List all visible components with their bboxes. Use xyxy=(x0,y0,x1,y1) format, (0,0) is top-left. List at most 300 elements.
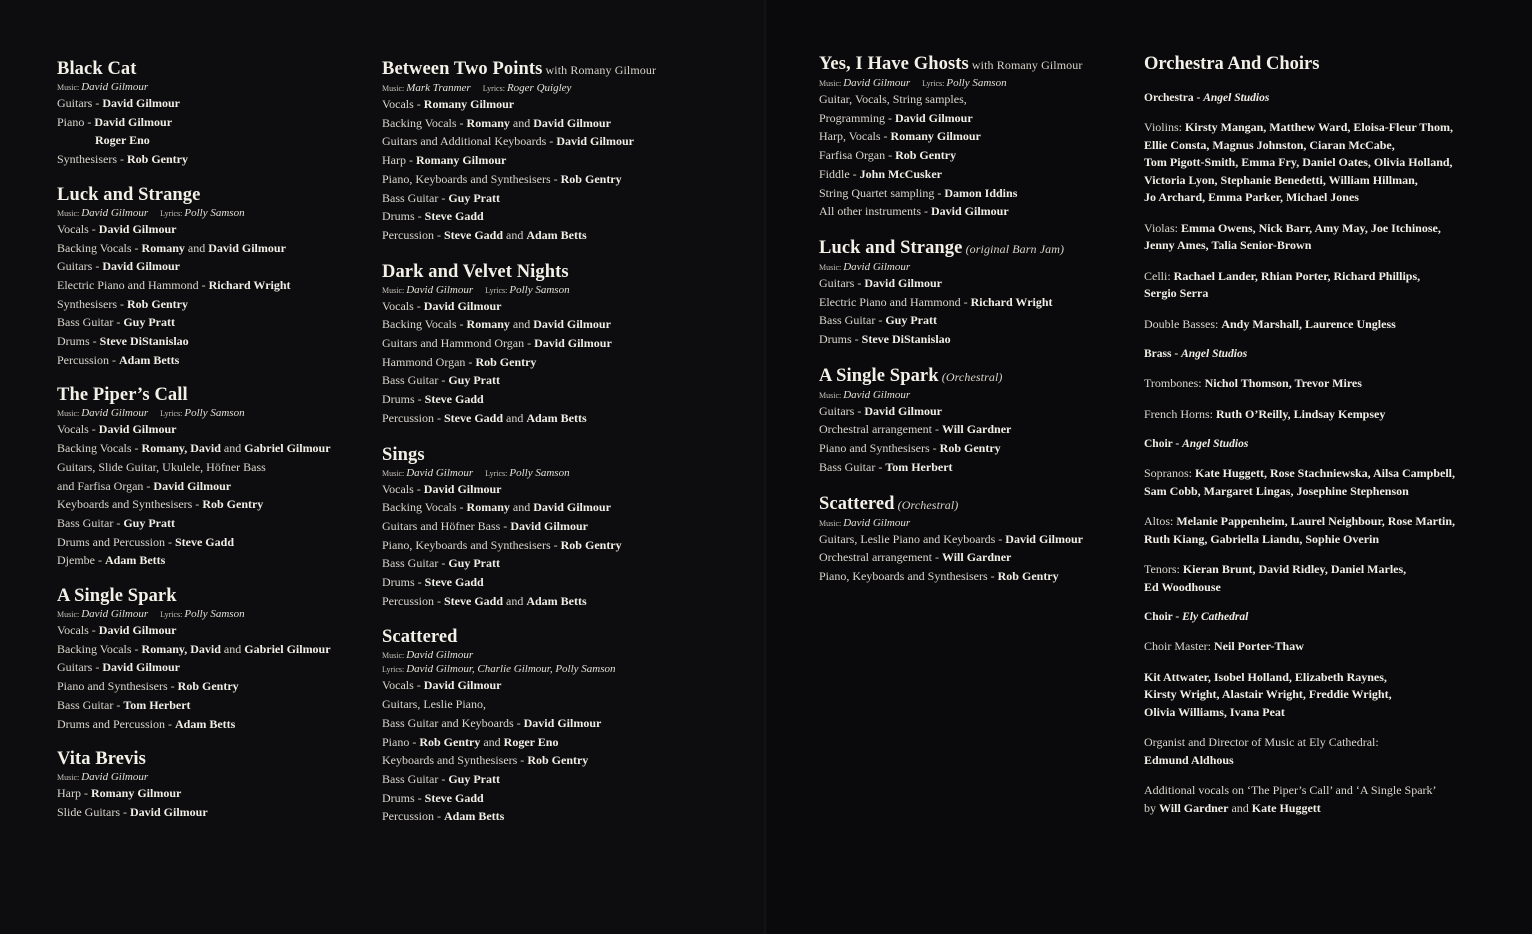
personnel-line xyxy=(1144,752,1455,770)
performer-line xyxy=(819,548,1083,567)
performer-role: Vocals - xyxy=(57,623,99,638)
performer-line xyxy=(819,567,1083,586)
track-title xyxy=(57,748,331,770)
performer-role: Harp, Vocals - xyxy=(819,129,891,144)
performer-role: Programming - xyxy=(819,110,895,125)
performer-name: Steve Gadd xyxy=(174,534,234,549)
track-title-text: Between Two Points xyxy=(382,59,543,79)
performer-line xyxy=(382,353,656,372)
performer-line xyxy=(382,592,656,611)
performer-name: Adam Betts xyxy=(526,410,587,425)
performer-role: Percussion - xyxy=(382,410,444,425)
performer-name: Steve Gadd xyxy=(424,392,484,407)
personnel-names: Jo Archard, Emma Parker, Michael Jones xyxy=(1144,190,1359,204)
credit-value: Polly Samson xyxy=(184,608,245,621)
personnel-role: French Horns: xyxy=(1144,406,1216,421)
performer-role: Slide Guitars - xyxy=(57,804,130,819)
performer-line xyxy=(57,220,331,239)
credit-label: Music: xyxy=(819,390,844,400)
performer-name: Rob Gentry xyxy=(127,296,188,311)
ensemble-name: Brass xyxy=(1144,348,1172,360)
section-spacer xyxy=(1144,423,1455,436)
performer-line xyxy=(57,113,331,132)
performer-name: David Gilmour xyxy=(864,403,942,418)
personnel-line xyxy=(1144,513,1455,531)
performer-name: Rob Gentry xyxy=(939,441,1001,456)
performer-role: Drums - xyxy=(382,575,425,590)
performer-name: David Gilmour xyxy=(533,500,611,515)
performer-name: David Gilmour xyxy=(556,134,634,149)
performer-name: David Gilmour xyxy=(523,715,602,730)
performer-role: Vocals - xyxy=(382,298,424,313)
track-title xyxy=(382,626,656,648)
performer-role: Guitar, Vocals, String samples, xyxy=(819,92,967,106)
credit-label: Lyrics: xyxy=(160,208,185,218)
performer-name: Adam Betts xyxy=(119,352,180,367)
performer-line xyxy=(382,315,656,334)
track-title xyxy=(57,58,331,80)
performer-line xyxy=(382,536,656,555)
ensemble-separator: - xyxy=(1171,348,1182,360)
performer-name: Rob Gentry xyxy=(127,152,188,167)
performer-line xyxy=(382,371,656,390)
credit-label: Music: xyxy=(382,285,407,295)
songwriting-credits xyxy=(819,388,1083,402)
performer-name: Adam Betts xyxy=(526,227,587,242)
track-block xyxy=(819,237,1083,349)
credit-label: Music: xyxy=(57,773,82,783)
personnel-line xyxy=(1144,734,1455,752)
track-title-suffix: (Orchestral) xyxy=(938,369,1003,384)
performer-line xyxy=(819,530,1083,549)
performer-name: David Gilmour xyxy=(895,110,973,125)
track-block xyxy=(382,626,656,826)
personnel-line xyxy=(1144,406,1455,424)
section-spacer xyxy=(1144,656,1455,669)
section-spacer xyxy=(1144,548,1455,561)
personnel-role: Double Basses: xyxy=(1144,316,1222,331)
performer-name: David Gilmour xyxy=(1005,531,1083,546)
track-block xyxy=(382,444,656,611)
performer-name: Rob Gentry xyxy=(475,354,537,369)
personnel-line xyxy=(1144,268,1455,286)
ensemble-heading xyxy=(1144,609,1455,625)
ensemble-location: Angel Studios xyxy=(1181,348,1248,360)
performer-role: Bass Guitar - xyxy=(382,771,449,786)
performer-name: Steve Gadd xyxy=(424,790,484,805)
section-spacer xyxy=(1144,452,1455,465)
performer-role: and Farfisa Organ - xyxy=(57,478,154,493)
ensemble-heading xyxy=(1144,346,1455,362)
personnel-line xyxy=(1144,189,1455,207)
personnel-names: Kirsty Mangan, Matthew Ward, Eloisa-Fleur Thom, xyxy=(1184,120,1453,134)
personnel-role: Altos: xyxy=(1144,514,1177,528)
personnel-names: Ed Woodhouse xyxy=(1144,579,1221,594)
track-title xyxy=(819,53,1083,76)
performer-line xyxy=(57,150,331,169)
ensemble-name: Orchestra xyxy=(1144,92,1194,104)
performer-name: Rob Gentry xyxy=(202,497,264,512)
performer-line xyxy=(382,676,656,695)
performer-line xyxy=(382,480,656,499)
credit-value: Polly Samson xyxy=(509,466,570,479)
performer-name: Adam Betts xyxy=(526,593,587,608)
personnel-names: Andy Marshall, Laurence Ungless xyxy=(1221,316,1396,331)
performer-line xyxy=(57,332,331,351)
performer-name: Guy Pratt xyxy=(448,771,500,786)
personnel-names: Kate Huggett, Rose Stachniewska, Ailsa Campbell, xyxy=(1195,466,1456,480)
performer-role: Vocals - xyxy=(57,221,99,236)
performer-line xyxy=(382,95,656,114)
performer-role: String Quartet sampling - xyxy=(819,185,945,200)
performer-connector: and xyxy=(503,593,527,608)
credit-value: Mark Tranmer xyxy=(406,82,471,94)
personnel-line xyxy=(1144,316,1455,334)
track-title xyxy=(819,493,1083,516)
performer-name: Guy Pratt xyxy=(448,556,500,571)
personnel-names: Tom Pigott-Smith, Emma Fry, Daniel Oates, Olivia Holland, xyxy=(1144,155,1453,169)
credit-label: Lyrics: xyxy=(382,665,407,675)
performer-connector: and xyxy=(503,227,527,242)
performer-line xyxy=(57,715,331,734)
performer-role: Backing Vocals - xyxy=(382,500,467,515)
performer-role: Backing Vocals - xyxy=(382,115,467,130)
performer-role: Backing Vocals - xyxy=(57,641,142,656)
songwriting-credits xyxy=(382,662,656,676)
personnel-line xyxy=(1144,465,1455,483)
performer-connector: and xyxy=(509,500,534,515)
performer-name: Romany xyxy=(466,317,510,332)
personnel-role: by xyxy=(1144,800,1159,815)
credit-label: Lyrics: xyxy=(160,610,185,620)
track-title xyxy=(819,237,1083,260)
performer-role: Drums - xyxy=(382,790,425,805)
performer-line xyxy=(57,477,331,496)
personnel-line xyxy=(1144,375,1455,393)
performer-line xyxy=(382,498,656,517)
personnel-line xyxy=(1144,531,1455,549)
section-spacer xyxy=(1144,769,1455,782)
performer-name: Romany Gilmour xyxy=(423,97,515,111)
credit-label: Music: xyxy=(382,84,407,93)
performer-role: Djembe - xyxy=(57,553,105,568)
performer-name: David Gilmour xyxy=(534,336,612,351)
track-block xyxy=(57,58,331,169)
performer-name: David Gilmour xyxy=(98,422,177,437)
performer-role: Percussion - xyxy=(382,593,444,608)
performer-name: Rob Gentry xyxy=(895,148,957,163)
track-title-suffix: (Orchestral) xyxy=(894,497,959,512)
personnel-names: Jenny Ames, Talia Senior-Brown xyxy=(1144,238,1312,252)
performer-role: Piano and Synthesisers - xyxy=(819,441,940,456)
performer-role: Guitars - xyxy=(57,660,103,675)
performer-name: David Gilmour xyxy=(98,221,177,236)
personnel-connector: and xyxy=(1228,800,1252,815)
personnel-role: Violins: xyxy=(1144,120,1185,134)
track-title-text: A Single Spark xyxy=(57,586,177,607)
songwriting-credits xyxy=(819,76,1083,90)
songwriting-credits xyxy=(57,406,331,420)
performer-line xyxy=(819,202,1083,221)
personnel-names: Kate Huggett xyxy=(1251,800,1321,815)
performer-name: Romany Gilmour xyxy=(890,129,981,144)
track-block xyxy=(382,261,656,428)
performer-name: Romany, David xyxy=(141,641,221,656)
personnel-names: Ellie Consta, Magnus Johnston, Ciaran McCabe, xyxy=(1144,137,1395,152)
performer-line xyxy=(819,439,1083,458)
performer-line xyxy=(382,770,656,789)
credit-value: David Gilmour xyxy=(843,260,911,273)
section-spacer xyxy=(1144,106,1455,119)
performer-line xyxy=(382,807,656,826)
performer-role: Percussion - xyxy=(382,809,444,824)
performer-role: Bass Guitar - xyxy=(57,515,124,530)
performer-line xyxy=(57,495,331,514)
performer-line xyxy=(57,533,331,552)
personnel-names: Sam Cobb, Margaret Lingas, Josephine Stephenson xyxy=(1144,483,1409,498)
performer-name: Romany Gilmour xyxy=(90,786,182,801)
performer-line xyxy=(57,313,331,332)
performer-role: Bass Guitar and Keyboards - xyxy=(382,715,524,730)
performer-role: Guitars and Höfner Bass - xyxy=(382,518,511,533)
personnel-line xyxy=(1144,119,1455,137)
performer-line xyxy=(819,109,1083,128)
credit-value: David Gilmour xyxy=(81,206,149,219)
performer-role: Bass Guitar - xyxy=(57,697,124,712)
performer-role: Bass Guitar - xyxy=(382,556,449,571)
performer-line xyxy=(382,297,656,316)
performer-role: Drums and Percussion - xyxy=(57,534,175,549)
performer-line xyxy=(57,239,331,258)
performer-name: David Gilmour xyxy=(864,275,942,290)
performer-line xyxy=(57,295,331,314)
performer-role: Piano, Keyboards and Synthesisers - xyxy=(382,537,561,552)
performer-line xyxy=(57,351,331,370)
ensemble-heading xyxy=(1144,436,1455,452)
track-block xyxy=(819,365,1083,477)
track-title xyxy=(382,444,656,466)
performer-role: Drums - xyxy=(57,334,100,349)
track-block xyxy=(57,384,331,570)
performer-role: Keyboards and Synthesisers - xyxy=(57,497,203,512)
section-spacer xyxy=(1144,596,1455,609)
credit-label: Music: xyxy=(57,610,82,620)
performer-line xyxy=(382,207,656,226)
performer-name: Steve Gadd xyxy=(424,209,484,224)
performer-role: Fiddle - xyxy=(819,166,860,181)
credit-label: Music: xyxy=(819,79,844,88)
performer-line xyxy=(819,311,1083,330)
personnel-line xyxy=(1144,686,1455,704)
personnel-line xyxy=(1144,154,1455,172)
performer-name: Adam Betts xyxy=(104,553,166,568)
credit-label: Lyrics: xyxy=(485,468,510,478)
credit-value: Polly Samson xyxy=(946,77,1007,89)
track-title xyxy=(57,585,331,607)
performer-connector: and xyxy=(509,115,534,130)
performer-line xyxy=(819,402,1083,421)
ensemble-location: Ely Cathedral xyxy=(1182,611,1249,623)
track-title-text: A Single Spark xyxy=(819,365,939,386)
ensemble-heading xyxy=(1144,90,1455,106)
performer-line xyxy=(57,696,331,715)
performer-name: David Gilmour xyxy=(533,317,611,332)
credit-label: Lyrics: xyxy=(482,84,507,93)
songwriting-credits xyxy=(382,81,656,95)
track-block xyxy=(57,585,331,733)
performer-role: Guitars, Leslie Piano and Keyboards - xyxy=(819,531,1006,546)
personnel-line xyxy=(1144,220,1455,238)
ensemble-name: Choir xyxy=(1144,438,1173,450)
performer-line xyxy=(819,274,1083,293)
performer-name: Roger Eno xyxy=(503,734,559,749)
performer-name: Romany xyxy=(466,115,510,130)
section-spacer xyxy=(1144,721,1455,734)
performer-role: Drums - xyxy=(382,392,425,407)
performer-name: Steve Gadd xyxy=(444,227,504,242)
performer-role: Keyboards and Synthesisers - xyxy=(382,753,528,768)
ensemble-separator: - xyxy=(1172,438,1183,450)
personnel-names: Kit Attwater, Isobel Holland, Elizabeth Raynes, xyxy=(1144,669,1387,684)
performer-line xyxy=(57,677,331,696)
personnel-names: Melanie Pappenheim, Laurel Neighbour, Rose Martin, xyxy=(1176,514,1456,528)
performer-role: Backing Vocals - xyxy=(57,441,142,456)
performer-role: Guitars and Additional Keyboards - xyxy=(382,134,557,149)
performer-role: Orchestral arrangement - xyxy=(819,422,942,437)
track-title-text: Sings xyxy=(382,444,425,465)
performer-role: Vocals - xyxy=(57,422,99,437)
personnel-line xyxy=(1144,237,1455,255)
performer-role: Electric Piano and Hammond - xyxy=(57,277,209,292)
songwriting-credits xyxy=(382,466,656,480)
performer-name: Guy Pratt xyxy=(448,190,500,205)
performer-line xyxy=(382,189,656,208)
performer-role: Guitars and Hammond Organ - xyxy=(382,336,535,351)
songwriting-credits xyxy=(57,80,331,94)
credit-label: Music: xyxy=(382,651,407,661)
performer-line xyxy=(57,458,331,477)
performer-name: David Gilmour xyxy=(423,481,502,496)
track-title-suffix: (original Barn Jam) xyxy=(962,241,1065,256)
performer-name: Gabriel Gilmour xyxy=(244,441,331,456)
ensemble-separator: - xyxy=(1172,611,1183,623)
performer-line xyxy=(57,784,331,803)
personnel-role: Organist and Director of Music at Ely Cathedral: xyxy=(1144,735,1379,749)
performer-name: David Gilmour xyxy=(423,678,502,693)
performer-name: David Gilmour xyxy=(130,804,208,819)
performer-line xyxy=(57,514,331,533)
performer-name: David Gilmour xyxy=(102,96,180,110)
performer-role: Guitars - xyxy=(57,259,103,274)
track-title xyxy=(57,184,331,206)
ensemble-location: Angel Studios xyxy=(1203,92,1270,104)
personnel-names: Kieran Brunt, David Ridley, Daniel Marles, xyxy=(1182,562,1407,576)
performer-name: John McCusker xyxy=(859,166,943,181)
performer-line xyxy=(382,226,656,245)
performer-line xyxy=(57,257,331,276)
performer-line xyxy=(819,184,1083,203)
performer-name: Gabriel Gilmour xyxy=(244,641,331,656)
credit-value: David Gilmour xyxy=(843,77,911,89)
performer-role: Vocals - xyxy=(382,97,424,111)
track-block xyxy=(57,184,331,370)
performer-name: Steve DiStanislao xyxy=(861,332,951,347)
personnel-line xyxy=(1144,638,1455,656)
personnel-names: Kirsty Wright, Alastair Wright, Freddie Wright, xyxy=(1144,687,1392,701)
songwriting-credits xyxy=(819,260,1083,274)
performer-line xyxy=(382,114,656,133)
performer-name: Rob Gentry xyxy=(527,753,589,768)
orchestra-and-choirs-column xyxy=(1144,53,1455,817)
songwriting-credits xyxy=(382,283,656,297)
credit-label: Music: xyxy=(57,409,82,419)
performer-role: Bass Guitar - xyxy=(819,459,886,474)
performer-line xyxy=(382,151,656,170)
performer-line xyxy=(819,330,1083,349)
credit-value: David Gilmour xyxy=(81,771,149,784)
personnel-names: Ruth O’Reilly, Lindsay Kempsey xyxy=(1216,406,1386,421)
performer-connector: and xyxy=(480,734,504,749)
performer-name: Guy Pratt xyxy=(123,315,175,330)
performer-role: Piano, Keyboards and Synthesisers - xyxy=(819,568,998,583)
performer-name: Rob Gentry xyxy=(419,734,481,749)
performer-connector: and xyxy=(503,410,527,425)
performer-role: Drums - xyxy=(819,332,862,347)
personnel-line xyxy=(1144,669,1455,687)
performer-name: Steve Gadd xyxy=(444,593,504,608)
personnel-role: Trombones: xyxy=(1144,376,1205,390)
section-spacer xyxy=(1144,303,1455,316)
performer-name: Tom Herbert xyxy=(885,459,953,474)
performer-name: David Gilmour xyxy=(510,518,588,533)
performer-name: Adam Betts xyxy=(444,809,505,824)
performer-name: Rob Gentry xyxy=(560,537,622,552)
performer-connector: and xyxy=(220,641,245,656)
performer-name: Tom Herbert xyxy=(123,697,191,712)
track-block xyxy=(382,58,656,245)
performer-name: Will Gardner xyxy=(941,550,1012,565)
performer-name: David Gilmour xyxy=(423,298,502,313)
track-title xyxy=(382,261,656,283)
performer-connector: and xyxy=(184,240,209,255)
credit-label: Music: xyxy=(819,262,844,272)
orchestra-title: Orchestra And Choirs xyxy=(1144,54,1320,74)
performer-role: Guitars - xyxy=(819,403,865,418)
credit-value: David Gilmour xyxy=(406,649,474,662)
performer-name: Rob Gentry xyxy=(177,679,239,694)
performer-role: Bass Guitar - xyxy=(57,315,124,330)
personnel-line xyxy=(1144,561,1455,579)
performer-name: Romany, David xyxy=(141,441,221,456)
ensemble-separator: - xyxy=(1193,92,1204,104)
section-spacer xyxy=(1144,255,1455,268)
performer-line xyxy=(57,803,331,822)
track-title-text: Vita Brevis xyxy=(57,749,146,770)
credit-label: Music: xyxy=(57,83,82,92)
performer-name: Romany Gilmour xyxy=(415,153,507,168)
performer-line xyxy=(57,439,331,458)
track-block xyxy=(819,53,1083,221)
performer-name: Richard Wright xyxy=(208,277,291,292)
performer-name: Rob Gentry xyxy=(560,171,622,186)
right-page xyxy=(766,0,1532,934)
songwriting-credits xyxy=(57,770,331,784)
performer-role: Bass Guitar - xyxy=(382,373,449,388)
personnel-names: Nichol Thomson, Trevor Mires xyxy=(1204,376,1362,390)
performer-role: Synthesisers - xyxy=(57,152,127,167)
performer-line xyxy=(382,714,656,733)
performer-role: Piano, Keyboards and Synthesisers - xyxy=(382,171,561,186)
